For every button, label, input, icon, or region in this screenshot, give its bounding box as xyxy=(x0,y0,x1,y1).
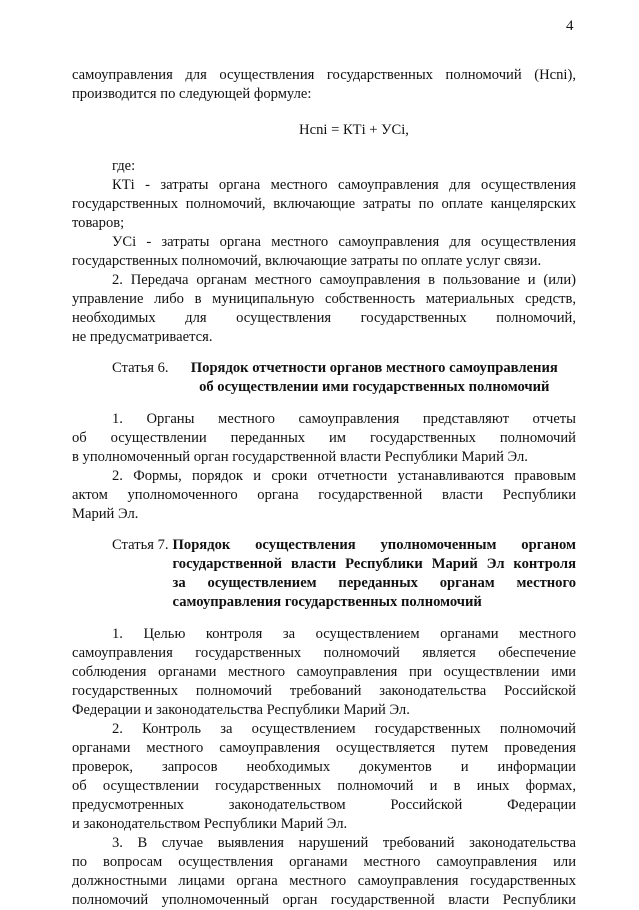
article-7-paragraph-2 xyxy=(72,720,576,834)
text-line: актом уполномоченного органа государственной власти Республики xyxy=(72,487,576,503)
text-line: самоуправления для осуществления государственных полномочий (Нсni), xyxy=(72,67,576,83)
text-line: об осуществлении переданных им государственных полномочий xyxy=(72,430,576,446)
text-line: и законодательством Республики Марий Эл. xyxy=(72,816,348,832)
text-line: УСi - затраты органа местного самоуправления для осуществления xyxy=(112,234,576,250)
text-line: 1. Целью контроля за осуществлением органами местного xyxy=(112,626,576,642)
article-title xyxy=(169,359,576,397)
title-line: самоуправления государственных полномочий xyxy=(172,594,482,610)
page-number: 4 xyxy=(566,18,574,34)
text-line: государственных полномочий требований законодательства Российской xyxy=(72,683,576,699)
article-6-paragraph-2 xyxy=(72,467,576,524)
paragraph-2 xyxy=(72,271,576,347)
article-number: Статья 7. xyxy=(112,537,169,553)
text-line: в уполномоченный орган государственной власти Республики Марий Эл. xyxy=(72,449,528,465)
text-line: 1. Органы местного самоуправления представляют отчеты xyxy=(112,411,576,427)
text-line: предусмотренных законодательством Российской Федерации xyxy=(72,797,576,813)
text-line: КТi - затраты органа местного самоуправления для осуществления xyxy=(112,177,576,193)
text-line: государственных полномочий, включающие затраты по оплате услуг связи. xyxy=(72,253,542,269)
usi-definition xyxy=(72,233,576,271)
text-line: 2. Контроль за осуществлением государственных полномочий xyxy=(112,721,576,737)
text-line: проверок, запросов необходимых документов и информации xyxy=(72,759,576,775)
text-line: органами местного самоуправления осуществляется путем проведения xyxy=(72,740,576,756)
text-line: управление либо в муниципальную собственность материальных средств, xyxy=(72,291,576,307)
text-line: самоуправления государственных полномочий является обеспечение xyxy=(72,645,576,661)
formula: Нсni = КТi + УСi, xyxy=(299,122,409,138)
article-7-paragraph-3 xyxy=(72,834,576,910)
text-line: 2. Передача органам местного самоуправления в пользование и (или) xyxy=(112,272,576,288)
text-line: производится по следующей формуле: xyxy=(72,86,312,102)
page-content xyxy=(72,66,576,910)
article-7-paragraph-1 xyxy=(72,625,576,720)
text-line: не предусматривается. xyxy=(72,329,213,345)
text-line: Федерации и законодательства Республики Марий Эл. xyxy=(72,702,410,718)
article-number: Статья 6. xyxy=(112,360,169,376)
text-line: необходимых для осуществления государственных полномочий, xyxy=(72,310,576,326)
title-line: государственной власти Республики Марий Эл контроля xyxy=(172,556,576,572)
article-7-heading xyxy=(72,536,576,612)
text-line: 3. В случае выявления нарушений требований законодательства xyxy=(112,835,576,851)
text-line: соблюдения органами местного самоуправления при осуществлении ими xyxy=(72,664,576,680)
text-line: государственных полномочий, включающие затраты по оплате канцелярских xyxy=(72,196,576,212)
text-line: Марий Эл. xyxy=(72,506,139,522)
intro-paragraph xyxy=(72,66,576,104)
text-line: об осуществлении государственных полномочий и в иных формах, xyxy=(72,778,576,794)
title-line: об осуществлении ими государственных полномочий xyxy=(199,379,550,395)
text-line: 2. Формы, порядок и сроки отчетности устанавливаются правовым xyxy=(112,468,576,484)
title-line: Порядок осуществления уполномоченным органом xyxy=(172,537,576,553)
title-line: за осуществлением переданных органам местного xyxy=(172,575,576,591)
article-6-paragraph-1 xyxy=(72,410,576,467)
text-line: товаров; xyxy=(72,215,125,231)
title-line: Порядок отчетности органов местного самоуправления xyxy=(190,360,558,376)
article-title xyxy=(169,536,576,612)
article-6-heading xyxy=(72,359,576,397)
where-label: где: xyxy=(112,158,136,174)
kti-definition xyxy=(72,176,576,233)
text-line: по вопросам осуществления органами местного самоуправления или xyxy=(72,854,576,870)
text-line: полномочий уполномоченный орган государственной власти Республики xyxy=(72,892,576,908)
text-line: должностными лицами органа местного самоуправления государственных xyxy=(72,873,576,889)
